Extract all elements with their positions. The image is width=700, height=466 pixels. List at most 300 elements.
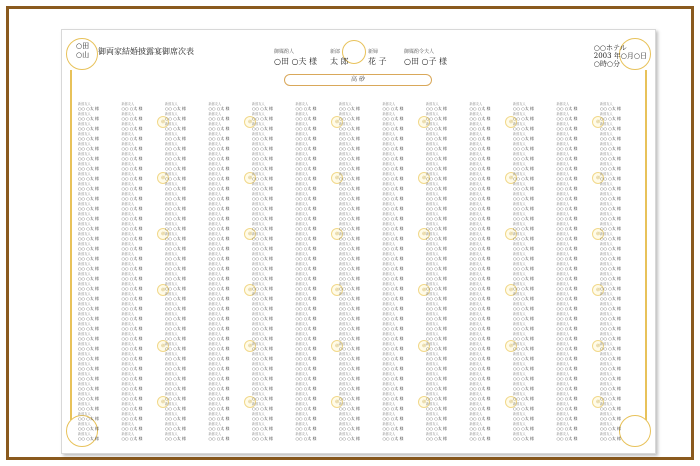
guest-relation: 新郎友人 — [556, 422, 570, 426]
guest-relation: 新郎友人 — [426, 212, 439, 216]
guest-relation: 新郎友人 — [78, 272, 91, 276]
table-marker: 卓 — [418, 116, 430, 128]
guest-relation: 新郎友人 — [513, 192, 526, 196]
guest-name: ○○ ○太 様 — [252, 206, 274, 211]
guest-relation: 新郎友人 — [208, 412, 222, 416]
guest-relation: 新郎友人 — [208, 262, 222, 266]
guest-relation: 新郎友人 — [556, 122, 570, 126]
guest-relation: 新郎友人 — [600, 362, 613, 366]
guest-name: ○○ ○太 様 — [121, 386, 143, 391]
guest-name: ○○ ○太 様 — [252, 216, 274, 221]
guest-name: ○○ ○太 様 — [513, 386, 535, 391]
guest-name: ○○ ○太 様 — [513, 106, 535, 111]
guest-relation: 新郎友人 — [165, 382, 178, 386]
guest-name: ○○ ○太 様 — [121, 336, 143, 341]
guest-entry — [600, 252, 652, 262]
guest-relation: 新郎友人 — [469, 172, 483, 176]
guest-relation: 新郎友人 — [121, 202, 135, 206]
guest-name: ○○ ○太 様 — [121, 206, 143, 211]
guest-relation: 新郎友人 — [165, 292, 178, 296]
guest-entry — [600, 302, 652, 312]
guest-name: ○○ ○太 様 — [469, 396, 491, 401]
guest-name: ○○ ○太 様 — [382, 296, 404, 301]
guest-name: ○○ ○太 様 — [295, 386, 317, 391]
guest-relation: 新郎友人 — [339, 242, 352, 246]
guest-relation: 新郎友人 — [295, 432, 309, 436]
guest-relation: 新郎友人 — [600, 162, 613, 166]
guest-name: ○○ ○太 様 — [165, 276, 187, 281]
guest-relation: 新郎友人 — [426, 292, 439, 296]
guest-name: ○○ ○太 様 — [208, 116, 230, 121]
guest-name: ○○ ○太 様 — [165, 176, 187, 181]
guest-relation: 新郎友人 — [469, 272, 483, 276]
guest-name: ○○ ○太 様 — [426, 376, 448, 381]
guest-name: ○○ ○太 様 — [382, 406, 404, 411]
guest-name: ○○ ○太 様 — [469, 246, 491, 251]
guest-relation: 新郎友人 — [295, 272, 309, 276]
guest-name: ○○ ○太 様 — [295, 316, 317, 321]
guest-name: ○○ ○太 様 — [513, 316, 535, 321]
guest-relation: 新郎友人 — [513, 232, 526, 236]
guest-name: ○○ ○太 様 — [513, 166, 535, 171]
guest-name: ○○ ○太 様 — [165, 196, 187, 201]
guest-relation: 新郎友人 — [208, 122, 222, 126]
guest-relation: 新郎友人 — [165, 312, 178, 316]
guest-name: ○○ ○太 様 — [339, 136, 361, 141]
table-marker: 卓 — [331, 228, 343, 240]
table-marker: 卓 — [244, 340, 256, 352]
guest-relation: 新郎友人 — [208, 292, 222, 296]
guest-name: ○○ ○太 様 — [121, 376, 143, 381]
guest-name: ○○ ○太 様 — [165, 256, 187, 261]
guest-name: ○○ ○太 様 — [208, 266, 230, 271]
guest-name: ○○ ○太 様 — [208, 326, 230, 331]
guest-name: ○○ ○太 様 — [382, 376, 404, 381]
guest-relation: 新郎友人 — [78, 422, 91, 426]
guest-name: ○○ ○太 様 — [469, 306, 491, 311]
guest-name: ○○ ○太 様 — [426, 186, 448, 191]
guest-relation: 新郎友人 — [252, 242, 265, 246]
guest-relation: 新郎友人 — [208, 192, 222, 196]
guest-relation: 新郎友人 — [426, 302, 439, 306]
guest-relation: 新郎友人 — [208, 142, 222, 146]
guest-name: ○○ ○太 様 — [78, 406, 100, 411]
guest-relation: 新郎友人 — [78, 132, 91, 136]
guest-relation: 新郎友人 — [382, 132, 396, 136]
guest-relation: 新郎友人 — [469, 382, 483, 386]
guest-name: ○○ ○太 様 — [513, 376, 535, 381]
guest-relation: 新郎友人 — [469, 352, 483, 356]
guest-name: ○○ ○太 様 — [78, 436, 100, 441]
guest-relation: 新郎友人 — [382, 232, 396, 236]
bride-label: 新婦 — [368, 49, 379, 55]
guest-relation: 新郎友人 — [78, 392, 91, 396]
guest-relation: 新郎友人 — [469, 332, 483, 336]
guest-relation: 新郎友人 — [339, 152, 352, 156]
guest-relation: 新郎友人 — [339, 172, 352, 176]
guest-relation: 新郎友人 — [165, 102, 178, 106]
guest-name: ○○ ○太 様 — [469, 106, 491, 111]
guest-relation: 新郎友人 — [252, 262, 265, 266]
guest-relation: 新郎友人 — [121, 352, 135, 356]
guest-name: ○○ ○太 様 — [252, 256, 274, 261]
head-table-label: 高 砂 — [284, 74, 432, 86]
guest-name: ○○ ○太 様 — [208, 396, 230, 401]
guest-relation: 新郎友人 — [382, 242, 396, 246]
guest-name: ○○ ○太 様 — [469, 176, 491, 181]
guest-name: ○○ ○太 様 — [556, 306, 578, 311]
guest-name: ○○ ○太 様 — [556, 406, 578, 411]
guest-relation: 新郎友人 — [208, 342, 222, 346]
guest-name: ○○ ○太 様 — [556, 256, 578, 261]
guest-relation: 新郎友人 — [78, 112, 91, 116]
guest-name: ○○ ○太 様 — [339, 156, 361, 161]
guest-relation: 新郎友人 — [600, 332, 613, 336]
guest-entry — [600, 322, 652, 332]
guest-relation: 新郎友人 — [382, 312, 396, 316]
guest-name: ○○ ○太 様 — [165, 386, 187, 391]
guest-name: ○○ ○太 様 — [252, 426, 274, 431]
guest-relation: 新郎友人 — [382, 142, 396, 146]
guest-entry — [600, 432, 652, 442]
guest-name: ○○ ○太 様 — [78, 416, 100, 421]
guest-name: ○○ ○太 様 — [600, 406, 622, 411]
guest-relation: 新郎友人 — [121, 222, 135, 226]
guest-name: ○○ ○太 様 — [208, 296, 230, 301]
guest-relation: 新郎友人 — [382, 432, 396, 436]
guest-name: ○○ ○太 様 — [339, 216, 361, 221]
guest-name: ○○ ○太 様 — [600, 206, 622, 211]
guest-name: ○○ ○太 様 — [426, 336, 448, 341]
guest-relation: 新郎友人 — [600, 422, 613, 426]
guest-name: ○○ ○太 様 — [426, 436, 448, 441]
guest-name: ○○ ○太 様 — [469, 126, 491, 131]
guest-name: ○○ ○太 様 — [208, 216, 230, 221]
guest-relation: 新郎友人 — [121, 272, 135, 276]
guest-relation: 新郎友人 — [208, 372, 222, 376]
guest-relation: 新郎友人 — [165, 432, 178, 436]
guest-relation: 新郎友人 — [469, 402, 483, 406]
guest-name: ○○ ○太 様 — [295, 406, 317, 411]
guest-entry — [600, 342, 652, 352]
guest-relation: 新郎友人 — [295, 282, 309, 286]
guest-name: ○○ ○太 様 — [252, 156, 274, 161]
guest-relation: 新郎友人 — [600, 322, 613, 326]
guest-relation: 新郎友人 — [295, 102, 309, 106]
guest-name: ○○ ○太 様 — [78, 246, 100, 251]
guest-relation: 新郎友人 — [556, 362, 570, 366]
guest-name: ○○ ○太 様 — [165, 396, 187, 401]
guest-relation: 新郎友人 — [600, 302, 613, 306]
guest-relation: 新郎友人 — [165, 322, 178, 326]
table-marker: 卓 — [244, 116, 256, 128]
guest-relation: 新郎友人 — [295, 222, 309, 226]
guest-name: ○○ ○太 様 — [165, 436, 187, 441]
guest-relation: 新郎友人 — [426, 102, 439, 106]
guest-name: ○○ ○太 様 — [208, 226, 230, 231]
guest-name: ○○ ○太 様 — [426, 386, 448, 391]
guest-relation: 新郎友人 — [556, 302, 570, 306]
guest-relation: 新郎友人 — [382, 122, 396, 126]
guest-name: ○○ ○太 様 — [600, 246, 622, 251]
guest-relation: 新郎友人 — [469, 372, 483, 376]
guest-name: ○○ ○太 様 — [513, 126, 535, 131]
table-marker: 卓 — [505, 172, 517, 184]
guest-relation: 新郎友人 — [513, 362, 526, 366]
guest-relation: 新郎友人 — [165, 332, 178, 336]
groom-name: 太 郎 — [330, 57, 349, 66]
guest-name: ○○ ○太 様 — [252, 196, 274, 201]
guest-name: ○○ ○太 様 — [295, 346, 317, 351]
guest-name: ○○ ○太 様 — [556, 276, 578, 281]
guest-relation: 新郎友人 — [382, 382, 396, 386]
guest-relation: 新郎友人 — [382, 322, 396, 326]
guest-name: ○○ ○太 様 — [78, 346, 100, 351]
guest-relation: 新郎友人 — [121, 232, 135, 236]
guest-name: ○○ ○太 様 — [78, 146, 100, 151]
guest-relation: 新郎友人 — [382, 402, 396, 406]
guest-name: ○○ ○太 様 — [208, 376, 230, 381]
guest-relation: 新郎友人 — [469, 392, 483, 396]
guest-relation: 新郎友人 — [252, 342, 265, 346]
guest-relation: 新郎友人 — [382, 152, 396, 156]
guest-name: ○○ ○太 様 — [382, 276, 404, 281]
guest-name: ○○ ○太 様 — [121, 126, 143, 131]
guest-name: ○○ ○太 様 — [339, 406, 361, 411]
guest-name: ○○ ○太 様 — [78, 356, 100, 361]
guest-relation: 新郎友人 — [78, 122, 91, 126]
guest-entry — [600, 392, 652, 402]
guest-name: ○○ ○太 様 — [208, 436, 230, 441]
guest-relation: 新郎友人 — [208, 282, 222, 286]
guest-name: ○○ ○太 様 — [339, 366, 361, 371]
guest-name: ○○ ○太 様 — [469, 216, 491, 221]
guest-relation: 新郎友人 — [121, 362, 135, 366]
guest-name: ○○ ○太 様 — [382, 416, 404, 421]
event-date: 2003 年○月○日 — [593, 52, 647, 60]
guest-name: ○○ ○太 様 — [339, 296, 361, 301]
guest-relation: 新郎友人 — [556, 162, 570, 166]
bride — [368, 48, 387, 67]
guest-name: ○○ ○太 様 — [295, 196, 317, 201]
guest-relation: 新郎友人 — [556, 282, 570, 286]
guest-name: ○○ ○太 様 — [426, 426, 448, 431]
guest-relation: 新郎友人 — [78, 232, 91, 236]
guest-name: ○○ ○太 様 — [208, 416, 230, 421]
guest-name: ○○ ○太 様 — [252, 386, 274, 391]
guest-relation: 新郎友人 — [469, 162, 483, 166]
guest-relation: 新郎友人 — [426, 202, 439, 206]
bride-name: 花 子 — [368, 57, 387, 66]
guest-relation: 新郎友人 — [382, 202, 396, 206]
guest-relation: 新郎友人 — [208, 222, 222, 226]
guest-name: ○○ ○太 様 — [600, 286, 622, 291]
guest-name: ○○ ○太 様 — [165, 376, 187, 381]
guest-name: ○○ ○太 様 — [513, 396, 535, 401]
guest-relation: 新郎友人 — [252, 292, 265, 296]
guest-relation: 新郎友人 — [556, 402, 570, 406]
guest-name: ○○ ○太 様 — [252, 356, 274, 361]
guest-name: ○○ ○太 様 — [78, 386, 100, 391]
guest-name: ○○ ○太 様 — [426, 246, 448, 251]
guest-relation: 新郎友人 — [382, 272, 396, 276]
guest-relation: 新郎友人 — [208, 102, 222, 106]
guest-name: ○○ ○太 様 — [121, 406, 143, 411]
guest-relation: 新郎友人 — [78, 172, 91, 176]
guest-name: ○○ ○太 様 — [339, 126, 361, 131]
guest-name: ○○ ○太 様 — [426, 176, 448, 181]
guest-name: ○○ ○太 様 — [382, 326, 404, 331]
guest-relation: 新郎友人 — [208, 302, 222, 306]
guest-relation: 新郎友人 — [208, 152, 222, 156]
guest-relation: 新郎友人 — [556, 112, 570, 116]
guest-relation: 新郎友人 — [295, 402, 309, 406]
guest-relation: 新郎友人 — [165, 142, 178, 146]
guest-name: ○○ ○太 様 — [556, 146, 578, 151]
guest-name: ○○ ○太 様 — [78, 366, 100, 371]
guest-name: ○○ ○太 様 — [426, 316, 448, 321]
guest-name: ○○ ○太 様 — [426, 156, 448, 161]
guest-relation: 新郎友人 — [513, 272, 526, 276]
guest-relation: 新郎友人 — [208, 332, 222, 336]
guest-name: ○○ ○太 様 — [556, 106, 578, 111]
guest-name: ○○ ○太 様 — [382, 236, 404, 241]
table-marker: 卓 — [157, 172, 169, 184]
guest-relation: 新郎友人 — [295, 212, 309, 216]
guest-relation: 新郎友人 — [339, 202, 352, 206]
guest-relation: 新郎友人 — [121, 152, 135, 156]
guest-relation: 新郎友人 — [295, 142, 309, 146]
guest-name: ○○ ○太 様 — [78, 316, 100, 321]
guest-name: ○○ ○太 様 — [600, 126, 622, 131]
guest-name: ○○ ○太 様 — [600, 436, 622, 441]
table-marker: 卓 — [418, 228, 430, 240]
guest-relation: 新郎友人 — [165, 342, 178, 346]
guest-relation: 新郎友人 — [556, 192, 570, 196]
guest-relation: 新郎友人 — [426, 412, 439, 416]
guest-name: ○○ ○太 様 — [208, 286, 230, 291]
guest-relation: 新郎友人 — [469, 302, 483, 306]
guest-name: ○○ ○太 様 — [252, 286, 274, 291]
guest-name: ○○ ○太 様 — [295, 176, 317, 181]
guest-name: ○○ ○太 様 — [252, 126, 274, 131]
guest-relation: 新郎友人 — [208, 212, 222, 216]
table-marker: 卓 — [331, 340, 343, 352]
table-marker: 卓 — [244, 228, 256, 240]
guest-relation: 新郎友人 — [426, 262, 439, 266]
guest-name: ○○ ○太 様 — [78, 136, 100, 141]
guest-name: ○○ ○太 様 — [382, 146, 404, 151]
guest-relation: 新郎友人 — [426, 342, 439, 346]
guest-name: ○○ ○太 様 — [121, 316, 143, 321]
guest-entry — [600, 332, 652, 342]
guest-name: ○○ ○太 様 — [252, 416, 274, 421]
guest-relation: 新郎友人 — [165, 392, 178, 396]
guest-name: ○○ ○太 様 — [556, 126, 578, 131]
guest-name: ○○ ○太 様 — [426, 166, 448, 171]
guest-name: ○○ ○太 様 — [165, 156, 187, 161]
guest-relation: 新郎友人 — [339, 182, 352, 186]
guest-name: ○○ ○太 様 — [252, 146, 274, 151]
guest-name: ○○ ○太 様 — [382, 186, 404, 191]
guest-relation: 新郎友人 — [469, 102, 483, 106]
guest-name: ○○ ○太 様 — [121, 396, 143, 401]
guest-relation: 新郎友人 — [295, 122, 309, 126]
guest-name: ○○ ○太 様 — [556, 116, 578, 121]
guest-relation: 新郎友人 — [600, 202, 613, 206]
guest-name: ○○ ○太 様 — [165, 126, 187, 131]
guest-relation: 新郎友人 — [252, 212, 265, 216]
guest-name: ○○ ○太 様 — [295, 126, 317, 131]
guest-relation: 新郎友人 — [78, 322, 91, 326]
guest-relation: 新郎友人 — [208, 432, 222, 436]
guest-name: ○○ ○太 様 — [252, 176, 274, 181]
guest-name: ○○ ○太 様 — [339, 426, 361, 431]
guest-name: ○○ ○太 様 — [469, 276, 491, 281]
guest-name: ○○ ○太 様 — [339, 276, 361, 281]
guest-name: ○○ ○太 様 — [295, 156, 317, 161]
guest-relation: 新郎友人 — [252, 432, 265, 436]
guest-name: ○○ ○太 様 — [426, 396, 448, 401]
guest-name: ○○ ○太 様 — [121, 256, 143, 261]
guest-name: ○○ ○太 様 — [252, 166, 274, 171]
guest-name: ○○ ○太 様 — [165, 186, 187, 191]
guest-name: ○○ ○太 様 — [339, 336, 361, 341]
guest-name: ○○ ○太 様 — [252, 246, 274, 251]
guest-relation: 新郎友人 — [252, 332, 265, 336]
guest-name: ○○ ○太 様 — [600, 156, 622, 161]
guest-relation: 新郎友人 — [556, 212, 570, 216]
guest-relation: 新郎友人 — [252, 132, 265, 136]
guest-entry — [600, 162, 652, 172]
guest-relation: 新郎友人 — [469, 182, 483, 186]
guest-relation: 新郎友人 — [121, 122, 135, 126]
guest-name: ○○ ○太 様 — [252, 366, 274, 371]
guest-relation: 新郎友人 — [426, 272, 439, 276]
guest-relation: 新郎友人 — [556, 412, 570, 416]
guest-name: ○○ ○太 様 — [208, 166, 230, 171]
guest-entry — [600, 402, 652, 412]
table-marker: 卓 — [244, 284, 256, 296]
guest-relation: 新郎友人 — [426, 112, 439, 116]
guest-relation: 新郎友人 — [252, 352, 265, 356]
guest-relation: 新郎友人 — [295, 232, 309, 236]
guest-name: ○○ ○太 様 — [339, 116, 361, 121]
guest-relation: 新郎友人 — [513, 412, 526, 416]
guest-name: ○○ ○太 様 — [600, 236, 622, 241]
guest-relation: 新郎友人 — [556, 222, 570, 226]
guest-name: ○○ ○太 様 — [295, 216, 317, 221]
guest-entry — [600, 102, 652, 112]
guest-relation: 新郎友人 — [426, 432, 439, 436]
guest-name: ○○ ○太 様 — [339, 226, 361, 231]
guest-name: ○○ ○太 様 — [382, 136, 404, 141]
guest-relation: 新郎友人 — [469, 222, 483, 226]
guest-name: ○○ ○太 様 — [382, 126, 404, 131]
guest-name: ○○ ○太 様 — [382, 386, 404, 391]
guest-entry — [600, 282, 652, 292]
guest-relation: 新郎友人 — [121, 142, 135, 146]
guest-name: ○○ ○太 様 — [339, 316, 361, 321]
guest-name: ○○ ○太 様 — [295, 376, 317, 381]
guest-relation: 新郎友人 — [469, 342, 483, 346]
guest-name: ○○ ○太 様 — [426, 196, 448, 201]
guest-relation: 新郎友人 — [252, 152, 265, 156]
guest-relation: 新郎友人 — [556, 102, 570, 106]
guest-relation: 新郎友人 — [600, 132, 613, 136]
guest-name: ○○ ○太 様 — [600, 376, 622, 381]
guest-entry — [600, 112, 652, 122]
